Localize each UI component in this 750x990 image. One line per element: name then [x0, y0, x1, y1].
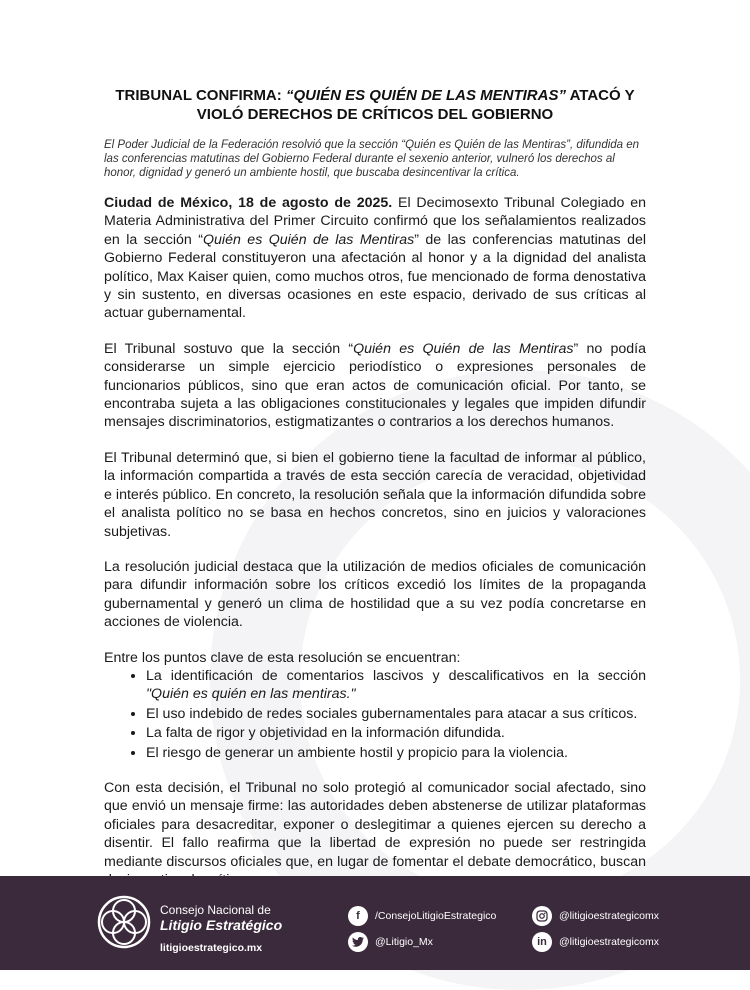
linkedin-icon: in [532, 932, 552, 952]
facebook-link[interactable] [348, 906, 496, 926]
list-item-1-italic: "Quién es quién en las mentiras." [146, 686, 356, 703]
dateline: Ciudad de México, 18 de agosto de 2025. [104, 195, 393, 211]
instagram-link[interactable] [532, 906, 659, 926]
headline-part2: ATACÓ Y VIOLÓ DERECHOS DE CRÍTICOS DEL GOBIERNO [196, 87, 635, 123]
headline [104, 86, 646, 124]
paragraph-3: El Tribunal determinó que, si bien el gobierno tiene la facultad de informar al público, la información compartida a través de esta sección carecía de veracidad, objetividad e interés público. En concreto, la resolución señala que la información difundida sobre el analista político no se basa en hechos concretos, sino en juicios y valoraciones subjetivas. [104, 449, 646, 540]
list-item: • El uso indebido de redes sociales gubernamentales para atacar a sus críticos. [146, 705, 646, 723]
twitter-icon [348, 932, 368, 952]
lead-summary: El Poder Judicial de la Federación resolvió que la sección “Quién es Quién de las Mentiras”, difundida en las conferencias matutinas del Gobierno Federal durante el sexenio anterior, vulneró los derechos al honor, dignidad y generó un ambiente hostil, que buscaba desincentivar la crítica. [104, 139, 640, 179]
press-release [104, 86, 646, 906]
list-item: • El riesgo de generar un ambiente hostil y propicio para la violencia. [146, 744, 646, 762]
twitter-handle: @Litigio_Mx [375, 936, 433, 948]
org-name-line1: Consejo Nacional de [160, 903, 271, 917]
instagram-handle: @litigioestrategicomx [559, 910, 659, 922]
headline-italic: “QUIÉN ES QUIÉN DE LAS MENTIRAS” [285, 87, 566, 104]
org-name-line2: Litigio Estratégico [160, 917, 283, 933]
facebook-handle: /ConsejoLitigioEstrategico [375, 910, 497, 922]
paragraph-4: La resolución judicial destaca que la utilización de medios oficiales de comunicación para difundir información sobre los críticos excedió los límites de la propaganda gubernamental y generó un clima de hostilidad que a su vez podía concretarse en acciones de violencia. [104, 558, 646, 631]
p1-italic: Quién es Quién de las Mentiras [203, 231, 415, 248]
article-body [104, 194, 646, 889]
headline-part1: TRIBUNAL CONFIRMA: [115, 87, 286, 104]
website-link[interactable]: litigioestrategico.mx [160, 942, 263, 954]
paragraph-2 [104, 340, 646, 432]
linkedin-handle: @litigioestrategicomx [559, 936, 659, 948]
list-item: • La falta de rigor y objetividad en la información difundida. [146, 724, 646, 742]
facebook-icon: f [348, 906, 368, 926]
p1-text-b: ” de las conferencias matutinas del Gobierno Federal constituyeron una afectación al honor y a la dignidad del analista político, Max Kaiser quien, como muchos otros, fue mencionado de forma denostativa y sin sustento, en diversas ocasiones en este espacio, derivado de sus críticas al actuar gubernamental. [104, 231, 647, 322]
p2-text-a: El Tribunal sostuvo que la sección “ [104, 340, 354, 357]
list-intro: Entre los puntos clave de esta resolución se encuentran: [104, 649, 461, 666]
list-item [146, 667, 646, 704]
twitter-link[interactable] [348, 932, 433, 952]
p2-text-b: ” no podía considerarse un simple ejercicio periodístico o expresiones personales de funcionarios públicos, sino que eran actos de comunicación oficial. Por tanto, se encontraba sujeta a las obligaciones constitucionales y legales que impiden difundir mensajes discriminatorios, estigmatizantes o contrarios a los derechos humanos. [104, 340, 646, 431]
key-points-list [104, 667, 646, 762]
p1-text-a: El Decimosexto Tribunal Colegiado en Materia Administrativa del Primer Circuito confirmó que los señalamientos realizados en la sección “ [104, 195, 646, 248]
footer-bar [0, 876, 750, 970]
linkedin-link[interactable] [532, 932, 659, 952]
list-item-1-text: La identificación de comentarios lascivos y descalificativos en la sección [146, 667, 646, 684]
org-brand [160, 903, 282, 954]
cnle-logo-icon [96, 894, 152, 950]
p2-italic: Quién es Quién de las Mentiras [353, 340, 574, 357]
instagram-icon [532, 906, 552, 926]
paragraph-5: Con esta decisión, el Tribunal no solo protegió al comunicador social afectado, sino que envió un mensaje firme: las autoridades deben abstenerse de utilizar plataformas oficiales para desacreditar, exponer o deslegitimar a quienes ejercen su derecho a disentir. El fallo reafirma que la libertad de expresión no puede ser restringida mediante discursos oficiales que, en lugar de fomentar el debate democrático, buscan [104, 779, 646, 870]
paragraph-1 [104, 194, 646, 323]
